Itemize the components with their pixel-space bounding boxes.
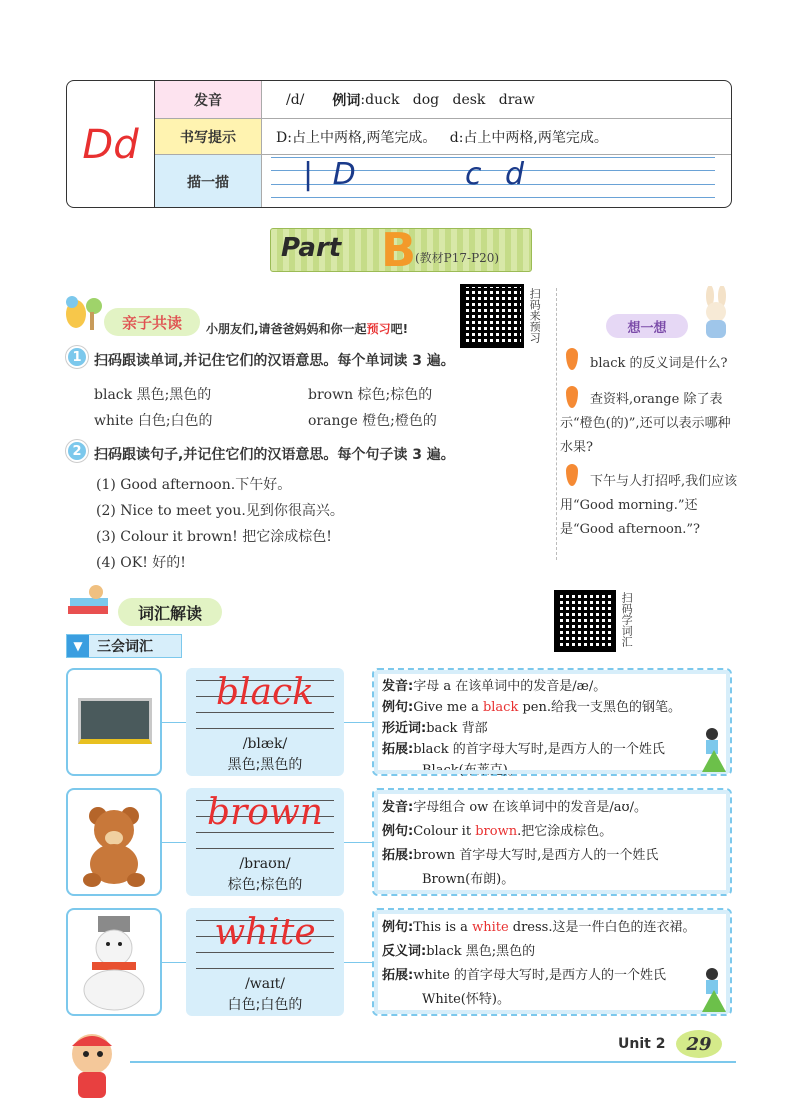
think-item-2: 查资料,orange 除了表示“橙色(的)”,还可以表示哪种水果? <box>560 392 731 455</box>
triangle-down-icon: ▼ <box>67 635 89 657</box>
connector <box>162 842 186 843</box>
trace-stroke: | <box>303 157 314 192</box>
word-card-black <box>186 668 344 776</box>
teddy-bear-icon <box>68 790 160 894</box>
info-key: 反义词: <box>382 944 427 959</box>
word-cn: 白色;白色的 <box>137 413 213 429</box>
parent-intro <box>206 320 408 337</box>
sentence-1: (1) Good afternoon.下午好。 <box>96 477 292 493</box>
info-line <box>382 697 722 718</box>
think-badge: 想一想 <box>606 314 688 338</box>
info-text: 字母组合 ow 在该单词中的发音是/aʊ/。 <box>413 800 647 815</box>
intro-text: 小朋友们,请爸爸妈妈和你一起 <box>206 322 367 336</box>
info-key: 发音: <box>382 800 414 815</box>
info-line <box>382 964 722 1012</box>
intro-highlight: 预习 <box>366 322 391 336</box>
word-large: black <box>216 672 314 713</box>
vocab-badge: 词汇解读 <box>118 598 222 626</box>
info-key: 拓展: <box>382 968 414 983</box>
info-text: Colour it <box>413 824 476 839</box>
info-line <box>382 940 722 964</box>
task-1-text: 扫码跟读单词,并记住它们的汉语意思。每个单词读 3 遍。 <box>94 353 455 369</box>
part-b-banner <box>270 223 532 277</box>
word-cn: 橙色;橙色的 <box>362 413 437 429</box>
info-text: brown 首字母大写时,是西方人的一个姓氏 Brown(布朗)。 <box>413 848 659 887</box>
blackboard-icon <box>78 698 152 744</box>
part-textbook-ref: (教材P17-P20) <box>415 251 500 265</box>
word-orange <box>308 410 437 430</box>
connector <box>162 722 186 723</box>
word-brown <box>308 384 432 404</box>
big-letter: Dd <box>67 81 155 208</box>
info-text: dress.这是一件白色的连衣裙。 <box>508 920 696 935</box>
word-en: orange <box>308 413 358 429</box>
info-line <box>382 844 722 892</box>
info-key: 拓展: <box>382 742 414 757</box>
info-line <box>382 718 722 739</box>
word-large: white <box>214 912 316 953</box>
info-text: pen.给我一支黑色的钢笔。 <box>518 700 681 715</box>
info-line <box>382 820 722 844</box>
example-words: :duck dog desk draw <box>360 91 535 108</box>
books-dog-illustration <box>66 584 122 622</box>
phonetic: /waɪt/ <box>245 976 285 992</box>
qr-caption-vocab: 扫码学词汇 <box>620 592 634 647</box>
info-text: This is a <box>413 920 473 935</box>
rabbit-illustration <box>694 286 738 342</box>
giraffe-illustration <box>62 292 106 332</box>
info-box-brown <box>372 788 732 896</box>
info-key: 发音: <box>382 679 414 694</box>
word-en: brown <box>308 387 354 403</box>
meaning: 白色;白色的 <box>227 997 303 1013</box>
info-line <box>382 916 722 940</box>
parent-child-badge: 亲子共读 <box>104 308 200 336</box>
info-box-black <box>372 668 732 776</box>
word-card-white <box>186 908 344 1016</box>
info-highlight: black <box>482 700 519 715</box>
page-number: 29 <box>676 1030 722 1058</box>
letter-table <box>66 80 732 208</box>
connector <box>344 722 372 723</box>
info-text: black 黑色;黑色的 <box>426 944 536 959</box>
word-large: brown <box>207 792 323 833</box>
footer-unit: Unit 2 <box>618 1036 666 1052</box>
info-key: 例句: <box>382 824 414 839</box>
sentence-3: (3) Colour it brown! 把它涂成棕色! <box>96 529 332 545</box>
qr-caption-preview: 扫码来预习 <box>528 288 542 343</box>
connector <box>344 842 372 843</box>
info-text: back 背部 <box>426 721 488 736</box>
task-2-number: 2 <box>66 440 88 462</box>
girl-on-letter-a-illustration <box>698 726 730 772</box>
meaning: 黑色;黑色的 <box>227 757 303 773</box>
example-label: 例词 <box>332 92 361 109</box>
teddy-bear-image <box>66 788 162 896</box>
qr-code-vocab[interactable] <box>554 590 616 652</box>
info-line <box>382 676 722 697</box>
word-cn: 棕色;棕色的 <box>357 387 433 403</box>
trace-c: c <box>465 157 482 192</box>
part-letter: B <box>381 223 417 277</box>
snowman-icon <box>68 910 160 1014</box>
meaning: 棕色;棕色的 <box>227 877 303 893</box>
info-highlight: brown <box>475 824 518 839</box>
label-writing-tips: 书写提示 <box>155 119 261 155</box>
sub-badge-text: 三会词汇 <box>97 639 153 655</box>
task-2-text: 扫码跟读句子,并记住它们的汉语意思。每个句子读 3 遍。 <box>94 447 455 463</box>
label-trace: 描一描 <box>155 155 261 208</box>
connector <box>344 962 372 963</box>
think-item-1: black 的反义词是什么? <box>590 356 728 371</box>
word-black <box>94 384 211 404</box>
info-text: .把它涂成棕色。 <box>517 824 613 839</box>
writing-tips: D:占上中两格,两笔完成。 d:占上中两格,两笔完成。 <box>261 119 731 155</box>
footer-line <box>130 1061 736 1063</box>
info-text: 字母 a 在该单词中的发音是/æ/。 <box>413 679 607 694</box>
sentence-2: (2) Nice to meet you.见到你很高兴。 <box>96 503 344 519</box>
info-text: white 的首字母大写时,是西方人的一个姓氏 White(怀特)。 <box>413 968 667 1007</box>
phoneme: /d/ <box>286 91 305 108</box>
info-highlight: white <box>472 920 509 935</box>
info-key: 例句: <box>382 700 414 715</box>
info-key: 例句: <box>382 920 414 935</box>
snowman-image <box>66 908 162 1016</box>
sentence-4: (4) OK! 好的! <box>96 555 186 571</box>
connector <box>162 962 186 963</box>
info-line <box>382 739 722 781</box>
phonetic: /blæk/ <box>242 736 288 752</box>
word-cn: 黑色;黑色的 <box>136 387 212 403</box>
sub-badge <box>66 634 182 658</box>
qr-code-preview[interactable] <box>460 284 524 348</box>
info-key: 形近词: <box>382 721 427 736</box>
pronunciation-row <box>261 81 731 119</box>
info-line <box>382 796 722 820</box>
intro-end: 吧! <box>390 322 409 336</box>
info-key: 拓展: <box>382 848 414 863</box>
part-title: Part <box>281 233 342 263</box>
word-en: black <box>94 387 133 403</box>
info-text: black 的首字母大写时,是西方人的一个姓氏 Black(布莱克)。 <box>413 742 665 778</box>
phonetic: /braʊn/ <box>239 856 291 872</box>
task-1-number: 1 <box>66 346 88 368</box>
label-pronunciation: 发音 <box>155 81 261 119</box>
think-item-3: 下午与人打招呼,我们应该用“Good morning.”还是“Good afternoon.”? <box>560 474 738 537</box>
blackboard-image <box>66 668 162 776</box>
word-en: white <box>94 413 134 429</box>
info-text: Give me a <box>413 700 483 715</box>
word-card-brown <box>186 788 344 896</box>
trace-upper: D <box>332 157 356 192</box>
info-box-white <box>372 908 732 1016</box>
trace-lower: d <box>505 157 525 192</box>
girl-on-letter-a-illustration <box>698 966 730 1012</box>
word-white <box>94 410 213 430</box>
mascot-illustration <box>60 1026 130 1102</box>
